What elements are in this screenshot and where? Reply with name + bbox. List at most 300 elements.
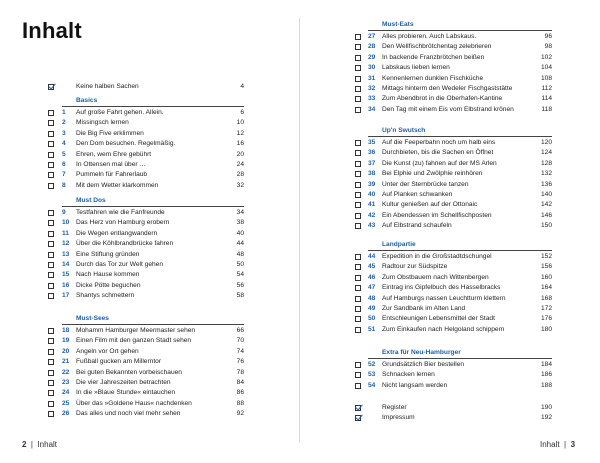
- checkbox[interactable]: [355, 372, 361, 378]
- section-rule: [368, 358, 552, 359]
- item-number: 13: [62, 250, 70, 258]
- toc-row: [355, 94, 552, 104]
- toc-row: [355, 262, 552, 272]
- toc-row: [48, 229, 244, 239]
- toc-row: [48, 270, 244, 280]
- checkbox[interactable]: [355, 171, 361, 177]
- item-page: 24: [236, 161, 244, 168]
- item-title: Missingsch lernen: [76, 119, 129, 127]
- item-page: 74: [236, 347, 244, 355]
- item-page: 120: [540, 139, 552, 146]
- item-number: 14: [62, 261, 70, 268]
- item-page: 56: [236, 281, 244, 289]
- item-title: Über das »Goldene Haus« nachdenken: [76, 399, 192, 407]
- section-rule: [62, 106, 244, 107]
- toc-row: [355, 84, 552, 94]
- item-number: 22: [62, 368, 70, 376]
- item-number: 15: [62, 271, 70, 279]
- item-title: Einen Film mit den ganzen Stadt sehen: [76, 337, 192, 345]
- item-number: 38: [368, 170, 376, 178]
- item-title: Dicke Pötte beguchen: [76, 281, 141, 289]
- item-page: 96: [544, 33, 552, 40]
- item-title: In die »Blaue Stunde« eintauchen: [76, 389, 175, 397]
- item-number: 23: [62, 379, 70, 386]
- section-heading: Extra für Neu-Hamburger: [382, 349, 461, 356]
- item-title: Die Kunst (zu) fahnen auf der MS Arlen: [382, 159, 497, 167]
- checkbox[interactable]: [48, 370, 54, 376]
- item-page: 108: [540, 74, 552, 82]
- checkbox[interactable]: [48, 131, 54, 137]
- toc-row: [48, 260, 244, 270]
- checkbox[interactable]: [355, 96, 361, 102]
- checkbox[interactable]: [48, 293, 54, 299]
- checkbox[interactable]: [355, 316, 361, 322]
- item-title: Alles probieren. Auch Labskaus.: [382, 33, 477, 40]
- item-page: 190: [540, 404, 552, 411]
- checkbox[interactable]: [355, 55, 361, 61]
- item-page: 168: [540, 294, 552, 302]
- item-number: 29: [368, 53, 376, 61]
- toc-row: [355, 190, 552, 200]
- toc-row: [355, 63, 552, 73]
- item-title: Ein Abendessen im Schellfischposten: [382, 211, 492, 219]
- checkbox[interactable]: [355, 296, 361, 302]
- item-number: 42: [368, 211, 376, 219]
- checkbox[interactable]: [48, 162, 54, 168]
- section-heading: Must Dos: [76, 197, 106, 204]
- toc-row: [48, 399, 244, 409]
- item-number: 4: [62, 140, 66, 148]
- item-number: 5: [62, 150, 66, 158]
- item-number: 47: [368, 284, 376, 292]
- checkbox[interactable]: [48, 231, 54, 237]
- checkbox[interactable]: [48, 120, 54, 126]
- item-title: Mit dem Wetter klarkommen: [76, 181, 159, 189]
- item-title: Auf Planken schwanken: [382, 191, 453, 198]
- checkbox[interactable]: [48, 411, 54, 417]
- toc-row: [48, 218, 244, 228]
- checkbox[interactable]: [355, 65, 361, 71]
- item-title: Die Wegen entlangwandern: [76, 229, 158, 237]
- item-number: 51: [368, 325, 376, 333]
- item-title: Eintrag ins Gipfelbuch des Hasselbracks: [382, 284, 501, 292]
- toc-row: [355, 413, 552, 423]
- checkbox[interactable]: [355, 202, 361, 208]
- checkbox[interactable]: [48, 262, 54, 268]
- item-title: Durch das Tor zur Welt gehen: [76, 261, 163, 268]
- checkbox[interactable]: [48, 172, 54, 178]
- checkbox[interactable]: [355, 405, 361, 411]
- toc-row: [355, 283, 552, 293]
- checkbox[interactable]: [355, 161, 361, 167]
- toc-row: [48, 347, 244, 357]
- checkbox[interactable]: [355, 76, 361, 82]
- checkbox[interactable]: [48, 390, 54, 396]
- item-number: 53: [368, 371, 376, 379]
- footer-left-label: Inhalt: [37, 440, 58, 449]
- toc-row: [355, 403, 552, 413]
- toc-row: [48, 181, 244, 191]
- item-number: 50: [368, 315, 376, 323]
- section-rule: [368, 250, 552, 251]
- item-page: 156: [540, 263, 552, 271]
- item-page: 188: [540, 381, 552, 389]
- section-rule: [368, 30, 552, 31]
- item-title: Den Tag mit einem Eis vom Elbstrand krönen: [382, 105, 514, 113]
- item-title: Die Big Five erklimmen: [76, 129, 144, 137]
- toc-row: [355, 304, 552, 314]
- section-heading: Basics: [76, 97, 98, 104]
- toc-row: [48, 239, 244, 249]
- item-title: Schnacken lernen: [382, 371, 435, 379]
- toc-row: [355, 294, 552, 304]
- checkbox[interactable]: [355, 192, 361, 198]
- toc-row: [48, 118, 244, 128]
- item-title: Kultur genießen auf der Ottonaic: [382, 201, 478, 209]
- toc-row: [355, 252, 552, 262]
- toc-row: [48, 160, 244, 170]
- toc-row: [355, 169, 552, 179]
- footer-separator: |: [28, 440, 36, 449]
- item-number: 41: [368, 201, 376, 209]
- toc-row: [48, 108, 244, 118]
- checkbox[interactable]: [48, 272, 54, 278]
- item-page: 150: [540, 222, 552, 230]
- checkbox[interactable]: [355, 306, 361, 312]
- toc-row: [48, 388, 244, 398]
- item-page: 186: [540, 371, 552, 379]
- section-heading: Must-Eats: [382, 21, 414, 28]
- item-number: 45: [368, 263, 376, 271]
- item-page: 40: [236, 229, 244, 237]
- item-number: 20: [62, 347, 70, 355]
- item-title: Mittags hinterm den Wedeler Fischgaststätte: [382, 85, 513, 92]
- item-title: Grundsätzlich Bier bestellen: [382, 361, 465, 368]
- checkbox[interactable]: [355, 34, 361, 40]
- checkbox[interactable]: [48, 220, 54, 226]
- item-page: 76: [236, 358, 244, 366]
- item-title: Die vier Jahreszeiten betrachten: [76, 379, 171, 386]
- item-number: 27: [368, 33, 376, 40]
- item-page: 92: [236, 410, 244, 418]
- item-page: 50: [236, 261, 244, 268]
- item-page: 38: [236, 219, 244, 227]
- item-page: 140: [540, 191, 552, 198]
- item-number: 28: [368, 43, 376, 51]
- toc-row: [355, 74, 552, 84]
- toc-row: [355, 159, 552, 169]
- toc-row: [355, 273, 552, 283]
- item-number: 52: [368, 361, 376, 368]
- item-title: Zum Einkaufen nach Helgoland schippern: [382, 325, 505, 333]
- checkbox[interactable]: [355, 86, 361, 92]
- item-page: 84: [236, 379, 244, 386]
- item-number: 31: [368, 74, 376, 82]
- toc-row: [48, 326, 244, 336]
- item-number: 10: [62, 219, 70, 227]
- item-page: 192: [540, 414, 552, 422]
- item-page: 160: [540, 273, 552, 281]
- toc-row: [355, 180, 552, 190]
- toc-row: [355, 211, 552, 221]
- footer-right: [540, 440, 575, 449]
- toc-row: [355, 53, 552, 63]
- section-heading: Landpartie: [382, 241, 416, 248]
- page-title: Inhalt: [22, 18, 82, 43]
- item-page: 102: [540, 53, 552, 61]
- item-page: 32: [236, 181, 244, 189]
- item-page: 54: [236, 271, 244, 279]
- item-title: Mohamm Hamburger Meermaster sehen: [76, 327, 196, 334]
- item-page: 152: [540, 253, 552, 260]
- toc-row: [355, 105, 552, 115]
- toc-row: [355, 370, 552, 380]
- item-title: Impressum: [382, 414, 415, 422]
- item-title: Register: [382, 404, 407, 411]
- checkbox[interactable]: [355, 254, 361, 260]
- item-page: 28: [236, 171, 244, 179]
- checkbox[interactable]: [355, 415, 361, 421]
- item-page: 172: [540, 305, 552, 312]
- checkbox[interactable]: [48, 84, 54, 90]
- checkbox[interactable]: [48, 183, 54, 189]
- item-page: 88: [236, 399, 244, 407]
- checkbox[interactable]: [48, 401, 54, 407]
- toc-row: [48, 129, 244, 139]
- checkbox[interactable]: [48, 252, 54, 258]
- checkbox[interactable]: [355, 107, 361, 113]
- item-number: 34: [368, 105, 376, 113]
- checkbox[interactable]: [48, 380, 54, 386]
- item-page: 44: [236, 240, 244, 248]
- item-page: 10: [236, 119, 244, 127]
- item-page: 66: [236, 327, 244, 334]
- item-title: In backende Franzbrötchen beißen: [382, 53, 485, 61]
- item-page: 146: [540, 211, 552, 219]
- item-number: 2: [62, 119, 66, 127]
- item-number: 6: [62, 161, 66, 168]
- item-number: 33: [368, 95, 376, 103]
- item-page: 128: [540, 159, 552, 167]
- item-number: 21: [62, 358, 70, 366]
- item-title: Eine Stiftung gründen: [76, 250, 140, 258]
- item-number: 9: [62, 209, 66, 216]
- item-title: Zum Abendbrot in die Oberhafen-Kantine: [382, 95, 503, 103]
- footer-left: [22, 440, 57, 449]
- section-heading: Up'n Swutsch: [382, 127, 426, 134]
- item-number: 8: [62, 181, 66, 189]
- item-page: 180: [540, 325, 552, 333]
- checkbox[interactable]: [355, 150, 361, 156]
- checkbox[interactable]: [355, 362, 361, 368]
- item-title: Auf Hamburgs nassen Leuchtturm klettern: [382, 294, 506, 302]
- item-number: 44: [368, 253, 376, 260]
- toc-row: [48, 139, 244, 149]
- checkbox[interactable]: [48, 328, 54, 334]
- item-title: Durchbieten, bis die Sachen en Öffnet: [382, 149, 494, 157]
- toc-row: [48, 357, 244, 367]
- item-title: Auf große Fahrt gehen. Allein.: [76, 109, 164, 116]
- item-title: Den Wellfischbrötchentag zelebrieren: [382, 43, 492, 51]
- item-title: Das alles und noch viel mehr sehen: [76, 410, 181, 418]
- toc-row: [48, 82, 244, 92]
- item-number: 37: [368, 159, 376, 167]
- section-rule: [62, 324, 244, 325]
- item-title: Shantys schmettern: [76, 292, 135, 300]
- item-title: Nach Hause kommen: [76, 271, 140, 279]
- item-title: Entschleunigen Lebensmittel der Stadt: [382, 315, 495, 323]
- item-number: 40: [368, 191, 376, 198]
- checkbox[interactable]: [48, 338, 54, 344]
- item-title: Nicht langsam werden: [382, 381, 448, 389]
- item-title: Zur Sandbank im Alten Land: [382, 305, 466, 312]
- item-number: 43: [368, 222, 376, 230]
- item-page: 98: [544, 43, 552, 51]
- checkbox[interactable]: [48, 110, 54, 116]
- toc-row: [355, 42, 552, 52]
- item-number: 25: [62, 399, 70, 407]
- item-page: 78: [236, 368, 244, 376]
- item-title: Das Herz von Hamburg erobern: [76, 219, 170, 227]
- checkbox[interactable]: [48, 141, 54, 147]
- toc-row: [48, 281, 244, 291]
- item-title: Labskaus lieben lernen: [382, 64, 450, 72]
- item-page: 176: [540, 315, 552, 323]
- item-page: 16: [236, 140, 244, 148]
- item-page: 104: [540, 64, 552, 72]
- item-number: 35: [368, 139, 376, 146]
- item-page: 58: [236, 292, 244, 300]
- toc-row: [355, 32, 552, 42]
- item-title: Den Dom besuchen. Regelmäßig.: [76, 140, 176, 148]
- checkbox[interactable]: [355, 44, 361, 50]
- item-page: 136: [540, 180, 552, 188]
- item-page: 132: [540, 170, 552, 178]
- checkbox[interactable]: [355, 213, 361, 219]
- item-number: 54: [368, 381, 376, 389]
- checkbox[interactable]: [48, 283, 54, 289]
- checkbox[interactable]: [355, 223, 361, 229]
- checkbox[interactable]: [355, 383, 361, 389]
- toc-row: [48, 170, 244, 180]
- item-number: 48: [368, 294, 376, 302]
- item-title: In Ottensen mal über …: [76, 161, 147, 168]
- toc-row: [48, 250, 244, 260]
- checkbox[interactable]: [48, 241, 54, 247]
- item-page: 184: [540, 361, 552, 368]
- item-page: 142: [540, 201, 552, 209]
- section-rule: [368, 136, 552, 137]
- footer-left-page-number: 2: [22, 440, 27, 449]
- item-title: Unter der Sternbrücke tanzen: [382, 180, 469, 188]
- item-number: 46: [368, 273, 376, 281]
- footer-right-label: Inhalt: [540, 440, 560, 449]
- item-number: 16: [62, 281, 70, 289]
- checkbox[interactable]: [355, 182, 361, 188]
- item-number: 39: [368, 180, 376, 188]
- item-number: 17: [62, 292, 70, 300]
- item-number: 12: [62, 240, 70, 248]
- toc-row: [48, 291, 244, 301]
- item-number: 19: [62, 337, 70, 345]
- item-title: Kennenlernen dunklen Fischküche: [382, 74, 484, 82]
- item-title: Ehren, wem Ehre gebührt: [76, 150, 152, 158]
- item-page: 112: [541, 85, 552, 92]
- item-number: 32: [368, 85, 376, 92]
- item-page: 4: [240, 83, 244, 90]
- toc-row: [355, 314, 552, 324]
- toc-row: [355, 221, 552, 231]
- item-number: 36: [368, 149, 376, 157]
- item-title: Testfahren wie die Fanfreunde: [76, 209, 165, 216]
- toc-row: [355, 200, 552, 210]
- item-page: 34: [236, 209, 244, 216]
- checkbox[interactable]: [48, 359, 54, 365]
- item-number: 24: [62, 389, 70, 397]
- toc-row: [48, 378, 244, 388]
- item-page: 118: [541, 105, 552, 113]
- item-title: Expedition in die Großstadtdschungel: [382, 253, 492, 260]
- checkbox[interactable]: [355, 140, 361, 146]
- item-title: Auf Elbstrand schaufeln: [382, 222, 452, 230]
- toc-row: [355, 325, 552, 335]
- toc-row: [48, 336, 244, 346]
- footer-right-page-number: 3: [570, 440, 576, 449]
- section-rule: [62, 206, 244, 207]
- item-title: Fußball gucken am Millerntor: [76, 358, 162, 366]
- item-title: Bei Elphie und Zwölphie reinhören: [382, 170, 483, 178]
- item-title: Pummeln für Fahrerlaub: [76, 171, 148, 179]
- item-title: Zum Obstbauern nach Wittenbergen: [382, 273, 489, 281]
- toc-row: [355, 148, 552, 158]
- checkbox[interactable]: [355, 327, 361, 333]
- item-page: 124: [540, 149, 552, 157]
- item-number: 26: [62, 410, 70, 418]
- item-page: 86: [236, 389, 244, 397]
- checkbox[interactable]: [355, 285, 361, 291]
- item-title: Bei guten Bekannten vorbeischauen: [76, 368, 182, 376]
- item-number: 3: [62, 129, 66, 137]
- toc-row: [355, 138, 552, 148]
- checkbox[interactable]: [355, 264, 361, 270]
- item-page: 114: [541, 95, 552, 103]
- toc-row: [355, 381, 552, 391]
- section-heading: Must-Sees: [76, 315, 109, 322]
- item-page: 70: [236, 337, 244, 345]
- toc-row: [48, 150, 244, 160]
- item-page: 12: [236, 129, 244, 137]
- item-number: 18: [62, 327, 70, 334]
- checkbox[interactable]: [48, 210, 54, 216]
- checkbox[interactable]: [48, 349, 54, 355]
- item-title: Auf die Feeperbahn noch um halb eins: [382, 139, 496, 146]
- toc-row: [355, 360, 552, 370]
- item-title: Über die Köhlbrandbrücke fahren: [76, 240, 174, 248]
- item-title: Keine halben Sachen: [76, 83, 139, 90]
- checkbox[interactable]: [355, 275, 361, 281]
- item-page: 6: [240, 109, 244, 116]
- item-number: 1: [62, 109, 66, 116]
- footer-separator: |: [561, 440, 569, 449]
- item-page: 20: [236, 150, 244, 158]
- page-divider: [299, 18, 300, 443]
- toc-row: [48, 208, 244, 218]
- item-title: Radtour zur Südspitze: [382, 263, 448, 271]
- item-number: 7: [62, 171, 66, 179]
- item-title: Angeln vor Ort gehen: [76, 347, 139, 355]
- item-number: 30: [368, 64, 376, 72]
- checkbox[interactable]: [48, 152, 54, 158]
